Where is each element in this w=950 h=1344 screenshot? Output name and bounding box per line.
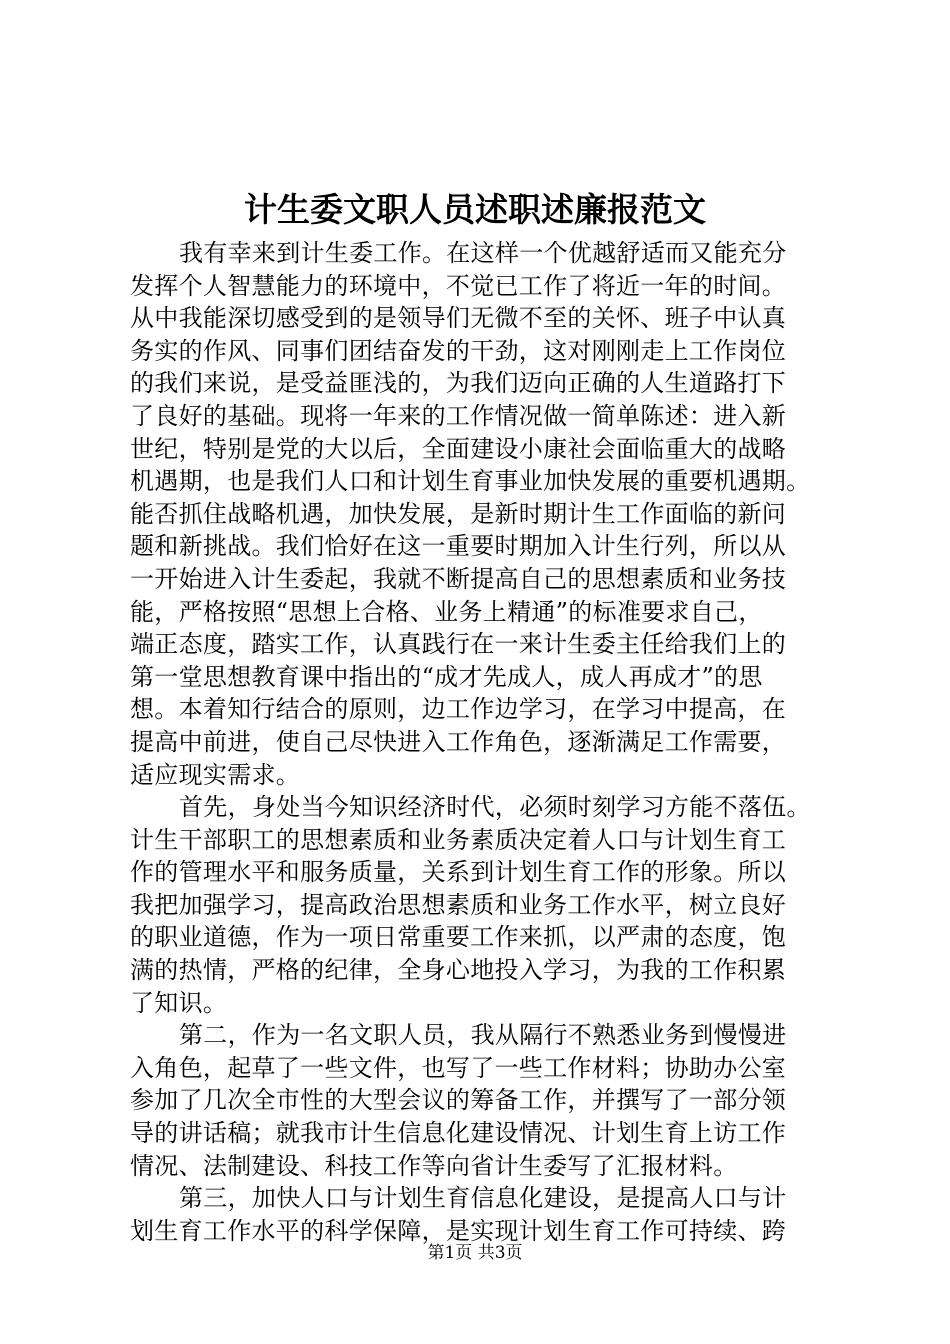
text-line: 计生干部职工的思想素质和业务素质决定着人口与计划生育工	[130, 825, 787, 854]
text-line: 作的管理水平和服务质量，关系到计划生育工作的形象。所以	[130, 858, 787, 887]
text-line: 能，严格按照“思想上合格、业务上精通”的标准要求自己，	[130, 597, 763, 626]
text-line: 第一堂思想教育课中指出的“成才先成人，成人再成才”的思	[130, 662, 763, 691]
text-line: 从中我能深切感受到的是领导们无微不至的关怀、班子中认真	[130, 304, 787, 333]
text-line: 务实的作风、同事们团结奋发的干劲，这对刚刚走上工作岗位	[130, 336, 787, 365]
text-line: 了良好的基础。现将一年来的工作情况做一简单陈述：进入新	[130, 401, 787, 430]
text-line: 世纪，特别是党的大以后，全面建设小康社会面临重大的战略	[130, 434, 787, 463]
text-line: 题和新挑战。我们恰好在这一重要时期加入计生行列，所以从	[130, 532, 787, 561]
document-body	[130, 237, 830, 1247]
text-line: 满的热情，严格的纪律，全身心地投入学习，为我的工作积累	[130, 956, 787, 985]
text-line: 一开始进入计生委起，我就不断提高自己的思想素质和业务技	[130, 564, 787, 593]
page-footer: 第1页 共3页	[427, 1243, 523, 1263]
text-line: 入角色，起草了一些文件，也写了一些工作材料；协助办公室	[130, 1053, 787, 1082]
text-line: 端正态度，踏实工作，认真践行在一来计生委主任给我们上的	[130, 630, 787, 659]
text-line: 的职业道德，作为一项日常重要工作来抓，以严肃的态度，饱	[130, 923, 787, 952]
text-line: 首先，身处当今知识经济时代，必须时刻学习方能不落伍。	[179, 793, 811, 822]
text-line: 了知识。	[130, 988, 228, 1017]
text-line: 情况、法制建设、科技工作等向省计生委写了汇报材料。	[130, 1151, 738, 1180]
text-line: 的我们来说，是受益匪浅的，为我们迈向正确的人生道路打下	[130, 369, 787, 398]
text-line: 我有幸来到计生委工作。在这样一个优越舒适而又能充分	[179, 239, 787, 267]
text-line: 我把加强学习，提高政治思想素质和业务工作水平，树立良好	[130, 890, 787, 919]
text-line: 导的讲话稿；就我市计生信息化建设情况、计划生育上访工作	[130, 1119, 787, 1148]
text-line: 划生育工作水平的科学保障，是实现计划生育工作可持续、跨	[130, 1216, 787, 1245]
text-line: 第三，加快人口与计划生育信息化建设，是提高人口与计	[179, 1184, 787, 1213]
text-line: 发挥个人智慧能力的环境中，不觉已工作了将近一年的时间。	[130, 271, 787, 300]
text-line: 想。本着知行结合的原则，边工作边学习，在学习中提高，在	[130, 695, 787, 724]
text-line: 适应现实需求。	[130, 760, 301, 789]
text-line: 提高中前进，使自己尽快进入工作角色，逐渐满足工作需要，	[130, 727, 787, 756]
text-line: 能否抓住战略机遇，加快发展，是新时期计生工作面临的新问	[130, 499, 787, 528]
text-line: 参加了几次全市性的大型会议的筹备工作，并撰写了一部分领	[130, 1086, 787, 1115]
text-line: 机遇期，也是我们人口和计划生育事业加快发展的重要机遇期。	[130, 467, 811, 496]
text-line: 第二，作为一名文职人员，我从隔行不熟悉业务到慢慢进	[179, 1021, 787, 1050]
document-title: 计生委文职人员述职述廉报范文	[244, 190, 706, 229]
